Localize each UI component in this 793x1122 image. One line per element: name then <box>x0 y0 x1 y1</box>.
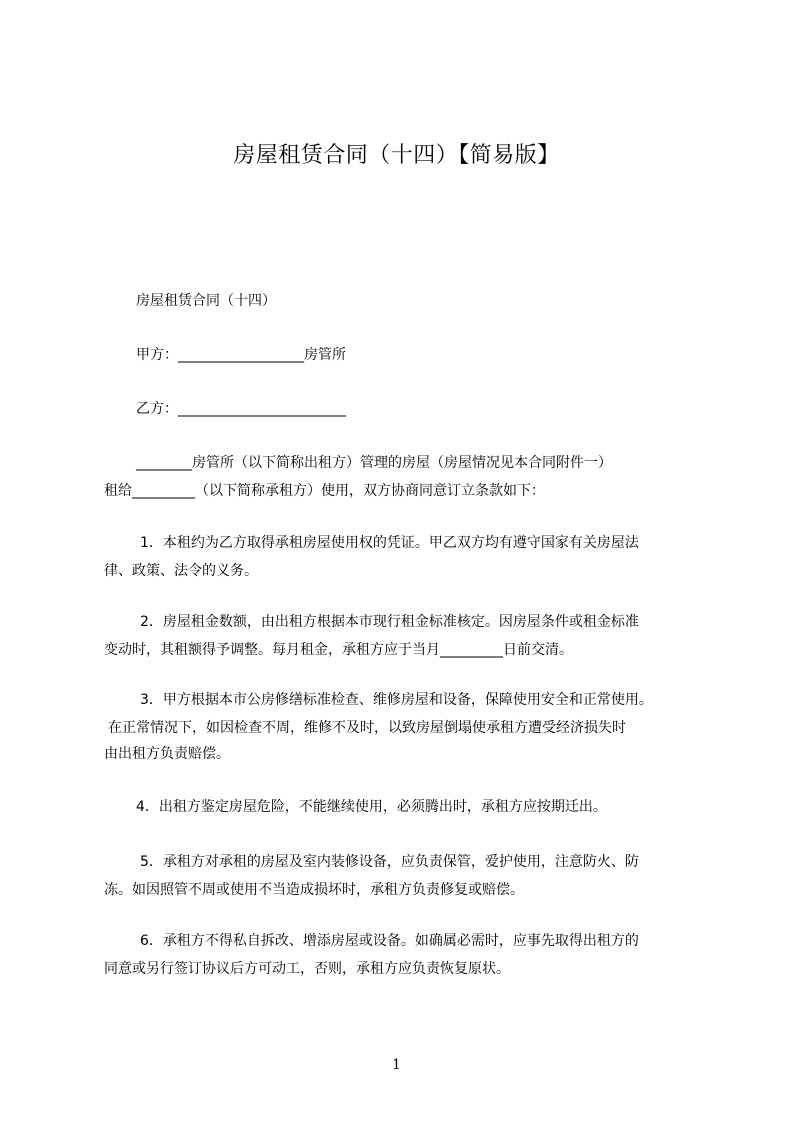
intro-line-2: 租给_________（以下简称承租方）使用，双方协商同意订立条款如下： <box>104 483 545 499</box>
contract-subtitle: 房屋租赁合同（十四） <box>136 293 276 309</box>
clause-1-line-1: 1．本租约为乙方取得承租房屋使用权的凭证。甲乙双方均有遵守国家有关房屋法 <box>140 535 639 551</box>
clause-5-line-2: 冻。如因照管不周或使用不当造成损坏时，承租方负责修复或赔偿。 <box>104 882 524 898</box>
party-a-line: 甲方：__________________房管所 <box>136 347 346 363</box>
clause-1-line-2: 律、政策、法令的义务。 <box>104 563 258 579</box>
clause-5-line-1: 5．承租方对承租的房屋及室内装修设备，应负责保管，爱护使用，注意防火、防 <box>140 854 639 870</box>
clause-2-line-2: 变动时，其租额得予调整。每月租金，承租方应于当月_________日前交清。 <box>104 642 573 658</box>
clause-6-line-2: 同意或另行签订协议后方可动工，否则，承租方应负责恢复原状。 <box>104 961 510 977</box>
page-number: 1 <box>392 1057 401 1073</box>
clause-3-line-1: 3．甲方根据本市公房修缮标准检查、维修房屋和设备，保障使用安全和正常使用。 <box>140 692 653 708</box>
clause-4-line-1: 4．出租方鉴定房屋危险，不能继续使用，必须腾出时，承租方应按期迁出。 <box>136 799 607 815</box>
clause-6-line-1: 6．承租方不得私自拆改、增添房屋或设备。如确属必需时，应事先取得出租方的 <box>140 933 639 949</box>
intro-line-1: ________房管所（以下简称出租方）管理的房屋（房屋情况见本合同附件一） <box>136 455 612 471</box>
clause-2-line-1: 2．房屋租金数额，由出租方根据本市现行租金标准核定。因房屋条件或租金标准 <box>140 614 639 630</box>
clause-3-line-2: 在正常情况下，如因检查不周，维修不及时，以致房屋倒塌使承租方遭受经济损失时 <box>108 720 626 736</box>
party-b-line: 乙方：________________________ <box>136 401 346 417</box>
clause-3-line-3: 由出租方负责赔偿。 <box>104 746 230 762</box>
document-title: 房屋租赁合同（十四）【简易版】 <box>233 143 560 168</box>
